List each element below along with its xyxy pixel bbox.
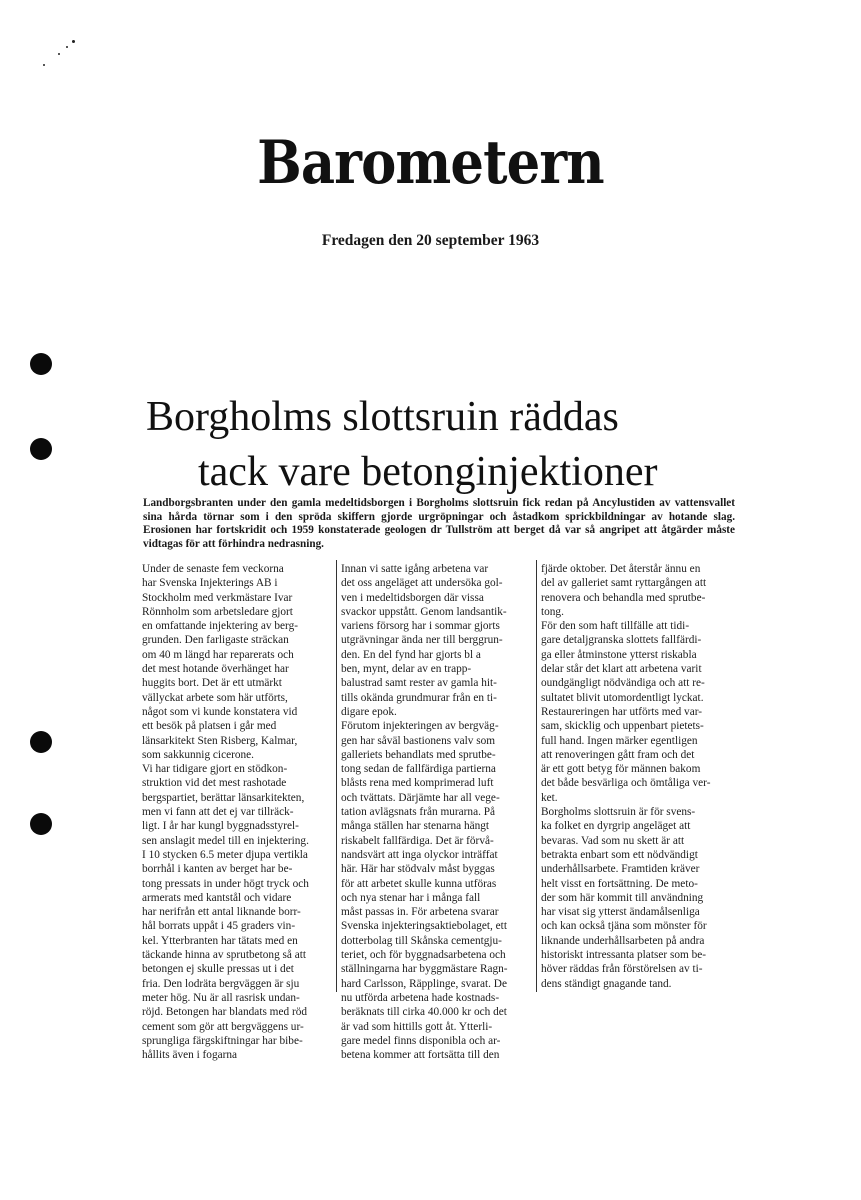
article-text-line: har Svenska Injekterings AB i [142,577,278,590]
article-text-line: att renoveringen gått fram och det [541,748,695,761]
article-text-line: liknande underhållsarbeten på andra [541,934,705,947]
article-text-line: Innan vi satte igång arbetena var [341,563,489,575]
article-text-line: beräknats till cirka 40.000 kr och det [341,1006,507,1019]
column-divider [336,560,337,992]
article-text-line: tation avlägsnats från murarna. På [341,806,496,819]
punch-hole [30,813,52,835]
article-column-2 [341,562,508,1062]
newspaper-masthead: Barometern [257,128,604,198]
article-text-line: kel. Ytterbranten har tätats med en [142,934,298,947]
article-text-line: är ett gott betyg för männen bakom [541,763,701,776]
article-text-line: full hand. Ingen märker egentligen [541,734,698,747]
ink-speck [58,53,60,55]
article-text-line: men vi fann att det ej var tillräck- [142,806,294,819]
article-text-line: gare medel finns disponibla och ar- [341,1034,501,1047]
article-text-line: I 10 stycken 6.5 meter djupa vertikla [142,848,308,861]
article-text-line: det mest hotande överhänget har [142,663,289,676]
article-text-line: som sakkunnig cicerone. [142,748,254,761]
article-text-line: en omfattande injektering av berg- [142,620,299,633]
article-text-line: nandsvärt att inga olyckor inträffat [341,848,498,861]
publication-date: Fredagen den 20 september 1963 [321,232,540,249]
article-text-line: fria. Den lodräta bergväggen är sju [142,977,300,990]
article-text-line: sprungliga färgskiftningar har bibe- [142,1034,303,1047]
article-text-line: har visat sig ytterst ändamålsenliga [541,906,700,919]
article-column-3 [541,562,710,991]
article-text-line: galleriets behandlats med sprutbe- [341,748,496,761]
article-text-line: meter hög. Nu är all rasrisk undan- [142,991,300,1004]
article-text-line: här. Här har stödvalv måst byggas [341,863,495,876]
article-text-line: dens ständigt gnagande tand. [541,977,672,990]
article-text-line: betena kommer att fortsätta till den [341,1049,500,1062]
article-text-line: höver räddas från förstörelsen av ti- [541,963,703,976]
article-text-line: För den som haft tillfälle att tidi- [541,620,690,633]
article-text-line: oundgängligt nödvändiga och att re- [541,677,705,690]
column-divider [536,560,537,992]
article-text-line: riskabelt fallfärdiga. Det är förvå- [341,834,494,847]
article-text-line: och nya stenar har i många fall [341,891,481,904]
article-text-line: och kan också tjäna som mönster för [541,920,707,933]
article-text-line: bergspartiet, berättar länsarkitekten, [142,791,305,804]
article-text-line: hållits även i fogarna [142,1049,238,1062]
article-text-line: ka folket en dyrgrip angeläget att [541,820,691,833]
article-column-1 [142,562,309,1062]
article-text-line: dotterbolag till Skånska cementgju- [341,934,502,947]
article-text-line: Förutom injekteringen av bergväg- [341,720,499,733]
article-text-line: balustrad samt rester av gamla hit- [341,677,497,690]
article-text-line: armerats med kantstål och vidare [142,891,292,904]
article-text-line: blåsts rena med komprimerad luft [341,777,494,790]
article-text-line: tong sedan de fallfärdiga partierna [341,763,496,776]
article-text-line: helt visst en fortsättning. De meto- [541,877,698,890]
article-text-line: har nerifrån ett antal liknande borr- [142,906,301,919]
ink-speck [43,64,45,66]
article-text-line: vällyckat arbete som här utförts, [142,691,288,704]
article-text-line: många ställen har stenarna hängt [341,820,490,833]
headline-line-2: tack vare betonginjektioner [198,449,658,495]
article-text-line: ven i medeltidsborgen där vissa [341,591,484,604]
article-text-line: del av galleriet samt ryttargången att [541,577,707,590]
punch-hole [30,353,52,375]
article-text-line: hard Carlsson, Räpplinge, svarat. De [341,977,507,990]
article-text-line: gare detaljgranska slottets fallfärdi- [541,634,702,647]
article-text-line: Vi har tidigare gjort en stödkon- [142,763,288,776]
article-text-line: sen anslagit medel till en injektering. [142,834,309,847]
article-text-line: fjärde oktober. Det återstår ännu en [541,563,701,575]
article-text-line: borrhål i kanten av berget har be- [142,863,293,876]
article-text-line: ket. [541,791,558,804]
article-text-line: betongen ej skulle pressas ut i det [142,963,294,976]
article-text-line: gen har såväl bastionens valv som [341,734,496,747]
article-text-line: digare epok. [341,705,397,718]
article-text-line: Borgholms slottsruin är för svens- [541,806,696,819]
article-text-line: sultatet blivit utomordentligt lyckat. [541,691,704,704]
article-text-line: om 40 m längd har reparerats och [142,648,294,661]
ink-speck [66,46,68,48]
article-text-line: grunden. Den farligaste sträckan [142,634,289,647]
article-text-line: täckande hinna av sprutbetong så att [142,949,307,962]
article-text-line: hål borrats uppåt i 45 graders vin- [142,920,296,933]
article-text-line: Under de senaste fem veckorna [142,563,284,575]
article-text-line: Stockholm med verkmästare Ivar [142,591,293,604]
article-text-line: tong pressats in under högt tryck och [142,877,309,890]
article-text-line: renovera och behandla med sprutbe- [541,591,706,604]
article-text-line: sam, skicklig och uppenbart pietets- [541,720,704,733]
article-ingress: Landborgsbranten under den gamla medeltidsborgen i Borgholms slottsruin fick redan på Ancylustiden av vattensvallet sina hårda törnar som i den spröda skiffern gjorde urgröpningar och åstadkom sprickbildningar av hotande slag. Erosionen har fortskridit och 1959 konstaterade geologen dr Tullström att berget då var så angripet att åtgärder måste vidtagas för att förhindra nedrasning. [143,497,735,550]
article-text-line: röjd. Betongen har blandats med röd [142,1006,308,1019]
article-text-line: något som vi kunde konstatera vid [142,705,298,718]
article-text-line: det både besvärliga och ömtåliga ver- [541,777,711,790]
article-text-line: Rönnholm som arbetsledare gjort [142,605,293,618]
article-text-line: för att arbetet skulle kunna utföras [341,877,497,890]
article-text-line: historiskt intressanta platser som be- [541,949,707,962]
article-text-line: ställningarna har byggmästare Ragn- [341,963,508,976]
article-text-line: der som här kommit till användning [541,891,704,904]
article-text-line: delar står det klart att arbetena varit [541,663,702,676]
article-text-line: variens försorg har i sommar gjorts [341,620,500,633]
article-text-line: cement som gör att bergväggens ur- [142,1020,304,1033]
headline-line-1: Borgholms slottsruin räddas [146,394,619,440]
article-text-line: tong. [541,605,564,618]
ink-speck [72,40,75,43]
article-text-line: betrakta enbart som ett nödvändigt [541,848,698,861]
article-text-line: ga eller åtminstone ytterst riskabla [541,648,697,661]
article-text-line: länsarkitekt Sten Risberg, Kalmar, [142,734,298,747]
article-text-line: det oss angeläget att undersöka gol- [341,577,503,590]
article-text-line: svackor uppstått. Genom landsantik- [341,605,507,618]
article-text-line: och tvättats. Därjämte har all vege- [341,791,500,804]
article-text-line: nu utförda arbetena hade kostnads- [341,991,500,1004]
article-text-line: ett besök på platsen i går med [142,720,277,733]
article-text-line: struktion vid det mest rashotade [142,777,287,790]
article-text-line: ligt. I år har kungl byggnadsstyrel- [142,820,299,833]
article-text-line: måst passas in. För arbetena svarar [341,906,499,919]
article-text-line: teriet, och för byggnadsarbetena och [341,949,506,962]
article-text-line: huggits bort. Det är ett utmärkt [142,677,282,690]
article-text-line: underhållsarbete. Framtiden kräver [541,863,700,876]
article-text-line: utgrävningar ända ner till berggrun- [341,634,503,647]
punch-hole [30,438,52,460]
article-text-line: den. En del fynd har gjorts bl a [341,648,481,661]
article-text-line: tills okända grundmurar från en ti- [341,691,497,704]
article-text-line: Svenska injekteringsaktiebolaget, ett [341,920,507,933]
article-text-line: ben, mynt, delar av en trapp- [341,663,472,676]
article-text-line: bevaras. Vad som nu skett är att [541,834,685,847]
punch-hole [30,731,52,753]
article-text-line: Restaureringen har utförts med var- [541,705,703,718]
article-text-line: är vad som hittills gott åt. Ytterli- [341,1020,493,1033]
